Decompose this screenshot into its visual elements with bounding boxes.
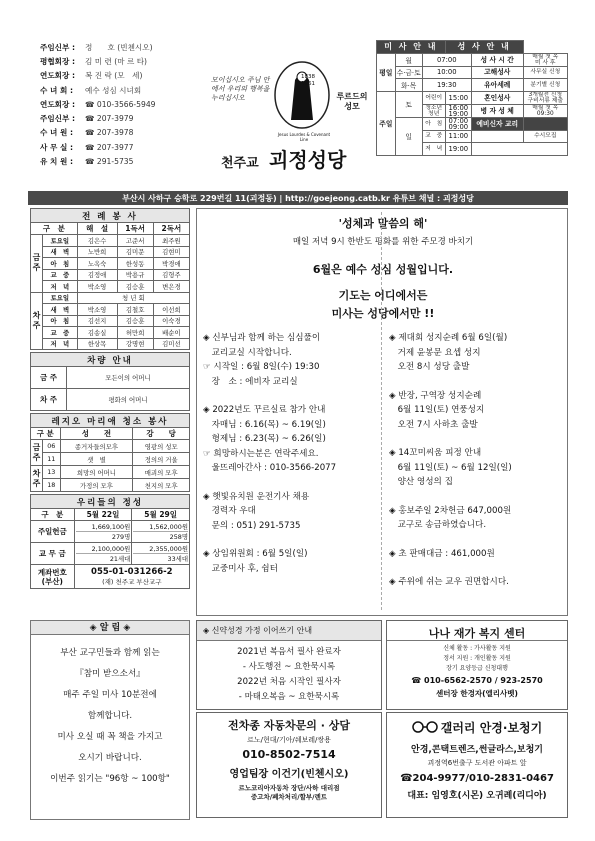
- mass-day: 수·금·토: [395, 66, 422, 79]
- finance-header: 5월 29일: [132, 509, 190, 521]
- staff-row: [40, 111, 200, 125]
- service-slot: 교 중: [43, 327, 78, 339]
- legio-team: 매괴의 모후: [133, 466, 190, 479]
- bible-box: [196, 620, 382, 710]
- optic-ad: [386, 712, 568, 818]
- staff-value: 정 호 (빈첸시오): [85, 42, 153, 52]
- mass-time: 19:30: [422, 79, 471, 92]
- sacrament-value: 사무실 신청: [523, 66, 567, 79]
- service-row: [31, 281, 190, 293]
- notice-item: ◈ 반장, 구역장 성지순례 6월 11일(토) 연풍성지 오전 7시 사하초 출발: [389, 390, 485, 430]
- finance-header: 5월 22일: [74, 509, 132, 521]
- mass-sub: 저 녁: [422, 143, 445, 156]
- car-ad-title: 전차종 자동차문의 · 상담: [228, 719, 350, 732]
- notice-box: [30, 620, 190, 820]
- welfare-services: [387, 641, 567, 674]
- month-message: 6월은 예수 성심 성월입니다.: [312, 263, 454, 276]
- service-row: [31, 327, 190, 339]
- staff-row: [40, 54, 200, 68]
- notice-item: ◈ 2022년도 꾸르실료 참가 안내 자매님 : 6.16(목) ~ 6.19(일) 형제님 : 6.23(목) ~ 6.26(일) ☞ 희망하시는분은 연락주세요. 울뜨레아간사 : 010-3566-2077: [203, 405, 337, 473]
- legio-date: 06: [43, 440, 61, 453]
- vehicle-label: 금 주: [31, 367, 67, 389]
- service-person: 이숙경: [153, 315, 189, 327]
- column-divider: [381, 212, 382, 610]
- service-slot: 토요일: [43, 292, 78, 304]
- finance-label: 교 무 금: [31, 543, 75, 565]
- vehicle-row: [31, 367, 190, 389]
- car-ad-phone: 010-8502-7514: [242, 748, 336, 761]
- finance-title: 우리들의 정성: [31, 495, 190, 509]
- service-person: 김미문: [117, 246, 153, 258]
- staff-value: ☎ 207-3978: [85, 128, 134, 138]
- service-person: 박소영: [77, 304, 117, 316]
- finance-count: 258명: [169, 533, 188, 541]
- service-slot: 교 중: [43, 269, 78, 281]
- service-person: 노반희: [77, 246, 117, 258]
- service-slot: 저 녁: [43, 338, 78, 350]
- church-prefix: 천주교: [221, 156, 259, 171]
- church-seal-icon: [273, 60, 331, 130]
- vehicle-value: 평화의 어머니: [67, 389, 190, 411]
- staff-label: 주임신부 :: [40, 42, 76, 52]
- service-row: [31, 235, 190, 247]
- service-slot: 새 벽: [43, 246, 78, 258]
- legio-team: 종거자들의모후: [60, 440, 133, 453]
- legio-group-label: 차 주: [31, 466, 43, 492]
- mass-time: 10:00: [422, 66, 471, 79]
- service-person: 변은경: [153, 281, 189, 293]
- optic-brand: 갤러리 안경·보청기: [440, 721, 543, 735]
- service-row: [31, 315, 190, 327]
- finance-amount: 2,100,000원: [76, 544, 131, 554]
- main-content: [196, 208, 568, 616]
- glasses-icon: [412, 721, 438, 735]
- staff-row: [40, 140, 200, 154]
- legio-row: [31, 440, 190, 453]
- service-title: 전 례 봉 사: [31, 209, 190, 223]
- notice-item: ◈ 초 판매대금 : 461,000원: [389, 548, 495, 559]
- service-header: 구 분: [31, 223, 78, 235]
- optic-phone: ☎204-9977/010-2831-0467: [400, 773, 554, 784]
- service-person: 이선희: [153, 304, 189, 316]
- prayer-line-1: 기도는 어디에서든: [338, 289, 428, 302]
- mass-row: [377, 91, 568, 104]
- optic-address: 괴정역6번출구 도서관 아파트 앞: [427, 759, 527, 767]
- sacrament-name: 혼인성사: [471, 91, 523, 104]
- sacrament-value: 분기별 신청: [523, 79, 567, 92]
- car-ad-brands: 르노/현대/기아/쉐보레/쌍용: [247, 736, 331, 744]
- service-header: 1독서: [117, 223, 153, 235]
- staff-value: ☎ 207-3977: [85, 142, 134, 152]
- mass-time: 15:00: [445, 91, 471, 104]
- service-person: 최주원: [153, 235, 189, 247]
- church-name: 괴정성당: [269, 148, 347, 172]
- finance-count: 279명: [111, 533, 131, 541]
- sacrament-name: 유아세례: [471, 79, 523, 92]
- sacrament-value: 수시모집: [523, 130, 567, 143]
- mass-day: 화·목: [395, 79, 422, 92]
- account-number: 055-01-031266-2: [91, 567, 173, 577]
- staff-label: 유 치 원 :: [40, 157, 73, 167]
- mass-time: 16:00 19:00: [445, 104, 471, 117]
- address-bar: 부산시 사하구 승학로 229번길 11(괴정동) | http://goejeong.catb.kr 유튜브 채널 : 괴정성당: [28, 191, 568, 205]
- staff-row: [40, 97, 200, 111]
- staff-value: ☎ 291-5735: [85, 157, 134, 167]
- car-ad: [196, 712, 382, 818]
- sacrament-value: 매월 첫 목 09:30: [523, 104, 567, 117]
- service-group-label: 금 주: [31, 235, 43, 293]
- welfare-line: 정서 지원 : 개인활동 지원: [443, 655, 511, 662]
- legio-date: 13: [43, 466, 61, 479]
- headline: '성체과 말씀의 해': [338, 217, 428, 230]
- slogan: 모이십시오 주님 안에서 우리의 행복을 누리십시오: [211, 76, 270, 102]
- service-slot: 아 침: [43, 315, 78, 327]
- vehicle-row: [31, 389, 190, 411]
- mass-day: 월: [395, 53, 422, 66]
- staff-list: [40, 40, 200, 169]
- car-ad-line1: 르노코리아자동차 장단/사하 대리점: [238, 784, 340, 792]
- welfare-box: [386, 620, 568, 710]
- account-label: 계좌번호 (부산): [31, 565, 75, 589]
- legio-group-label: 금 주: [31, 440, 43, 466]
- staff-row: [40, 69, 200, 83]
- notice-item: ◈ 상임위원회 : 6월 5일(일) 교중미사 후, 쉼터: [203, 549, 308, 574]
- staff-label: 수 녀 회 :: [40, 85, 73, 95]
- year-top: 1838: [301, 74, 315, 80]
- notice-item: ◈ 14꼬미씨움 피정 안내 6월 11일(토) ~ 6월 12일(일) 양산 영성의 집: [389, 448, 512, 487]
- mass-row: [377, 53, 568, 66]
- service-person: 청 년 회: [77, 292, 189, 304]
- service-person: 김승훈: [117, 315, 153, 327]
- staff-row: [40, 83, 200, 97]
- finance-amount: 1,562,000원: [133, 522, 188, 532]
- service-person: 김형주: [153, 269, 189, 281]
- service-person: 강명현: [117, 338, 153, 350]
- subline: 매일 저녁 9시 한반도 평화를 위한 주모경 바치기: [292, 237, 474, 247]
- service-person: 김정애: [77, 269, 117, 281]
- mass-sub: 어린이: [422, 91, 445, 104]
- notice-item: ◈ 주위에 쉬는 교우 권면합시다.: [389, 577, 509, 587]
- bible-title: ◈ 신약성경 가정 이어쓰기 안내: [197, 621, 381, 641]
- staff-value: 예수 성심 시녀회: [85, 85, 142, 95]
- sacrament-name: 병 자 성 체: [471, 104, 523, 117]
- legio-header: 구 분: [31, 428, 61, 440]
- service-person: 김미선: [153, 338, 189, 350]
- service-row: [31, 292, 190, 304]
- optic-items: 안경,콘택트렌즈,썬글라스,보청기: [411, 745, 543, 755]
- sacrament-name: 고해성사: [471, 66, 523, 79]
- service-person: 김현미: [153, 246, 189, 258]
- notice-item: ◈ 홍보주일 2차헌금 647,000원 교구로 송금하였습니다.: [389, 505, 512, 530]
- left-column: [30, 208, 190, 589]
- right-notices: [389, 331, 567, 604]
- legio-team: 희망의 어머니: [60, 466, 133, 479]
- service-header: 2독서: [153, 223, 189, 235]
- vehicle-value: 모든이의 어머니: [67, 367, 190, 389]
- account-owner: (재) 천주교 부산교구: [102, 578, 162, 586]
- mass-group: 평일: [377, 53, 396, 91]
- service-slot: 아 침: [43, 258, 78, 270]
- mass-row: [377, 79, 568, 92]
- notice-title: ◈ 알 림 ◈: [31, 621, 189, 635]
- service-slot: 새 벽: [43, 304, 78, 316]
- mass-row: [377, 117, 568, 130]
- mass-day: 토: [395, 91, 422, 117]
- staff-label: 평협회장 :: [40, 56, 76, 66]
- service-person: 박용규: [117, 269, 153, 281]
- mass-sub: 아 침: [422, 117, 445, 130]
- legio-row: [31, 479, 190, 492]
- legio-team: 정의의 거울: [133, 453, 190, 466]
- welfare-title: 나나 재가 복지 센터: [387, 621, 567, 641]
- mass-title: 미 사 안 내: [377, 41, 446, 54]
- service-table: [30, 208, 190, 350]
- service-row: [31, 304, 190, 316]
- legio-row: [31, 453, 190, 466]
- legio-row: [31, 466, 190, 479]
- notice-item: ◈ 제대회 성지순례 6월 6일(월) 거제 윤봉문 요셉 성지 오전 8시 성당 출발: [389, 333, 508, 372]
- optic-rep: 대표: 임영호(시몬) 오귀례(리디아): [407, 791, 547, 801]
- service-person: 한상목: [77, 338, 117, 350]
- finance-table: [30, 494, 190, 589]
- legio-title: 레지오 마리애 청소 봉사: [31, 414, 190, 428]
- staff-value: ☎ 207-3979: [85, 114, 134, 124]
- legio-team: 천지의 모후: [133, 479, 190, 492]
- legio-team: 영광의 성모: [133, 440, 190, 453]
- mass-time: 07:00 09:00: [445, 117, 471, 130]
- sacrament-name: 성 사 시 간: [471, 53, 523, 66]
- left-notices: [203, 331, 381, 590]
- notice-body: 부산 교구민들과 함께 읽는 『참미 받으소서』 매주 주일 미사 10분전에 함께합니다. 미사 오실 때 꼭 책을 가지고 오시기 바랍니다. 이번주 읽기는 "96항 ~ 100항": [50, 648, 170, 784]
- finance-label: 주일헌금: [31, 521, 75, 543]
- service-person: 박소영: [77, 281, 117, 293]
- welfare-director: 센터장 한경자(엘리사벳): [436, 689, 518, 698]
- mass-schedule: [376, 40, 568, 156]
- welfare-line: 장기 요양등급 신청대행: [446, 665, 508, 672]
- service-row: [31, 258, 190, 270]
- lourdes-label: 루르드의 성모: [336, 92, 368, 111]
- sacrament-title: 성 사 안 내: [445, 41, 523, 54]
- service-row: [31, 269, 190, 281]
- staff-label: 주임신부 :: [40, 114, 76, 124]
- bible-body: 2021년 복음서 필사 완료자 - 사도행전 ~ 요한묵시록 2022년 처음 시작인 필사자 - 마태오복음 ~ 요한묵시록: [237, 647, 341, 702]
- legio-table: [30, 413, 190, 492]
- staff-label: 수 녀 원 :: [40, 128, 73, 138]
- mass-time: 19:00: [445, 143, 471, 156]
- service-person: 김승훈: [117, 281, 153, 293]
- service-person: 박경애: [153, 258, 189, 270]
- service-person: 김송실: [77, 327, 117, 339]
- sacrament-value: [523, 117, 567, 130]
- legio-date: 11: [43, 453, 61, 466]
- logo-area: [205, 40, 370, 190]
- mass-day: 일: [395, 117, 422, 155]
- service-row: [31, 246, 190, 258]
- notice-item: ◈ 햇빛유치원 운전기사 채용 경력자 우대 문의 : 051) 291-5735: [203, 491, 310, 531]
- welfare-line: 신체 활동 : 가사활동 지원: [443, 645, 511, 652]
- service-person: 김선지: [77, 315, 117, 327]
- staff-label: 사 무 실 :: [40, 142, 73, 152]
- mass-row: [377, 66, 568, 79]
- mass-time: 07:00: [422, 53, 471, 66]
- service-person: 김은수: [77, 235, 117, 247]
- sacrament-name: 예비신자 교리: [471, 117, 523, 130]
- vehicle-table: [30, 352, 190, 411]
- service-person: 노옥숙: [77, 258, 117, 270]
- welfare-phone: ☎ 010-6562-2570 / 923-2570: [411, 676, 543, 685]
- notice-item: ◈ 신부님과 함께 하는 심심풀이 교리교실 시작합니다. ☞ 시작일 : 6월 8일(수) 19:30 장 소 : 에비자 교리실: [203, 333, 321, 387]
- staff-label: 연도회장 :: [40, 99, 76, 109]
- legio-team: 가정의 모후: [60, 479, 133, 492]
- service-person: 한성동: [117, 258, 153, 270]
- service-person: 김철호: [117, 304, 153, 316]
- mass-sub: 청소년 청년: [422, 104, 445, 117]
- finance-count: 21세대: [109, 555, 131, 563]
- service-header: 해 설: [77, 223, 117, 235]
- service-slot: 저 녁: [43, 281, 78, 293]
- service-row: [31, 338, 190, 350]
- service-person: 배순이: [153, 327, 189, 339]
- mass-sub: 교 중: [422, 130, 445, 143]
- legio-header: 성 전: [60, 428, 133, 440]
- finance-row: [31, 543, 190, 565]
- year-bottom: 1961: [301, 81, 315, 87]
- service-person: 허만희: [117, 327, 153, 339]
- finance-count: 33세대: [167, 555, 188, 563]
- staff-label: 연도회장 :: [40, 71, 76, 81]
- legio-header: 강 당: [133, 428, 190, 440]
- sacrament-value: 3개월전 신청 구비서류 제출: [523, 91, 567, 104]
- prayer-line-2: 미사는 성당에서만 !!: [331, 307, 435, 320]
- service-group-label: 차 주: [31, 292, 43, 350]
- sacrament-value: 매월 첫 목 미 사 후: [523, 53, 567, 66]
- legio-date: 18: [43, 479, 61, 492]
- finance-amount: 2,355,000원: [133, 544, 188, 554]
- staff-row: [40, 154, 200, 168]
- service-person: 고준서: [117, 235, 153, 247]
- staff-value: ☎ 010-3566-5949: [85, 99, 156, 109]
- car-ad-manager: 영업팀장 이건기(빈첸시오): [229, 769, 349, 780]
- finance-amount: 1,669,100원: [76, 522, 131, 532]
- seal-caption: Jesus Lourdes & Covenant Line: [277, 132, 331, 142]
- staff-value: 김 미 련 (마 르 타): [85, 56, 148, 66]
- mass-time: 11:00: [445, 130, 471, 143]
- mass-group: 주일: [377, 91, 396, 155]
- finance-row: [31, 521, 190, 543]
- staff-row: [40, 126, 200, 140]
- sacrament-name: [471, 130, 523, 143]
- finance-header: 구 분: [31, 509, 75, 521]
- staff-row: [40, 40, 200, 54]
- staff-value: 복 진 락 (모 세): [85, 71, 143, 81]
- legio-team: 샛 별: [60, 453, 133, 466]
- vehicle-title: 차량 안내: [31, 353, 190, 367]
- vehicle-label: 차 주: [31, 389, 67, 411]
- service-slot: 토요일: [43, 235, 78, 247]
- car-ad-line2: 중고차/폐차처리/할부/렌트: [250, 793, 328, 801]
- sacrament-empty: [471, 143, 567, 156]
